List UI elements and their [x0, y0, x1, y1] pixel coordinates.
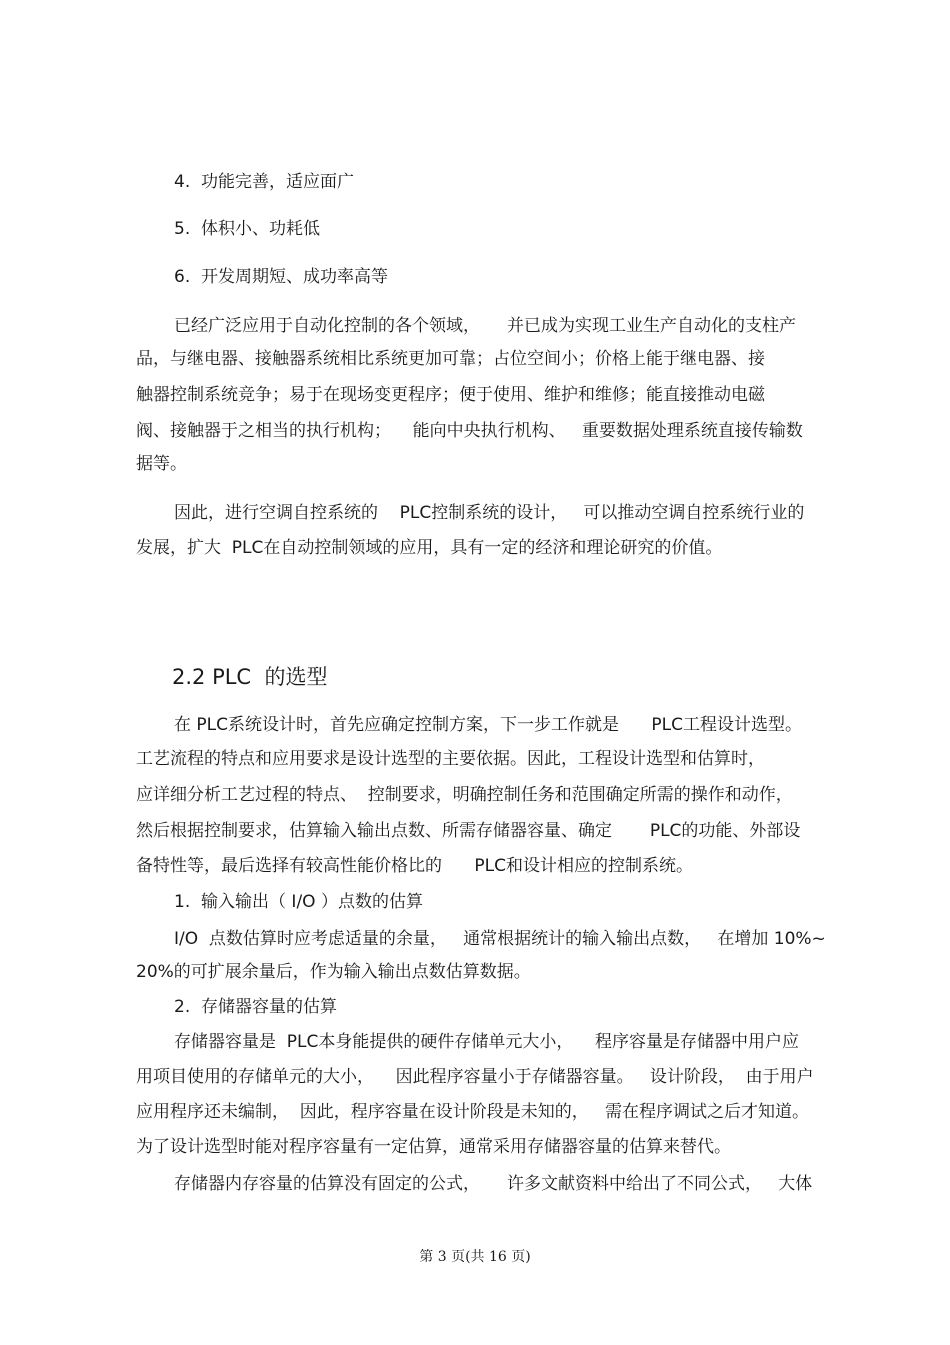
paragraph-line: 发展，扩大 PLC在自动控制领域的应用，具有一定的经济和理论研究的价值。 — [136, 538, 723, 558]
paragraph-line: 品，与继电器、接触器系统相比系统更加可靠；占位空间小；价格上能于继电器、接 — [136, 349, 765, 369]
paragraph-line: 应详细分析工艺过程的特点、 控制要求，明确控制任务和范围确定所需的操作和动作， — [136, 785, 793, 805]
paragraph-line: 20%的可扩展余量后，作为输入输出点数估算数据。 — [136, 962, 531, 982]
paragraph-line: 触器控制系统竞争；易于在现场变更程序；便于使用、维护和维修；能直接推动电磁 — [136, 385, 765, 405]
paragraph-line: 用项目使用的存储单元的大小， 因此程序容量小于存储器容量。 设计阶段， 由于用户 — [136, 1067, 814, 1087]
paragraph-line: 为了设计选型时能对程序容量有一定估算，通常采用存储器容量的估算来替代。 — [136, 1137, 731, 1157]
subheading: 2. 存储器容量的估算 — [174, 997, 338, 1017]
paragraph-line: 存储器内存容量的估算没有固定的公式， 许多文献资料中给出了不同公式， 大体 — [174, 1174, 813, 1194]
list-item: 4. 功能完善，适应面广 — [174, 172, 355, 192]
paragraph-line: 然后根据控制要求，估算输入输出点数、所需存储器容量、确定 PLC的功能、外部设 — [136, 821, 801, 841]
paragraph-line: 应用程序还未编制， 因此，程序容量在设计阶段是未知的， 需在程序调试之后才知道。 — [136, 1102, 810, 1122]
paragraph-line: 已经广泛应用于自动化控制的各个领域， 并已成为实现工业生产自动化的支柱产 — [174, 316, 797, 336]
paragraph-line: 因此，进行空调自控系统的 PLC控制系统的设计， 可以推动空调自控系统行业的 — [174, 503, 805, 523]
paragraph-line: 在 PLC系统设计时，首先应确定控制方案，下一步工作就是 PLC工程设计选型。 — [174, 715, 803, 735]
subheading: 1. 输入输出（ I/O ）点数的估算 — [174, 892, 423, 912]
paragraph-line: 备特性等，最后选择有较高性能价格比的 PLC和设计相应的控制系统。 — [136, 856, 694, 876]
page-footer: 第 3 页(共 16 页) — [419, 1249, 531, 1265]
section-heading: 2.2 PLC 的选型 — [172, 665, 328, 689]
list-item: 5. 体积小、功耗低 — [174, 219, 321, 239]
paragraph-line: I/O 点数估算时应考虑适量的余量， 通常根据统计的输入输出点数， 在增加 10%~ — [174, 929, 826, 949]
paragraph-line: 阀、接触器于之相当的执行机构； 能向中央执行机构、 重要数据处理系统直接传输数 — [136, 421, 803, 441]
paragraph-line: 存储器容量是 PLC本身能提供的硬件存储单元大小， 程序容量是存储器中用户应 — [174, 1032, 800, 1052]
list-item: 6. 开发周期短、成功率高等 — [174, 267, 389, 287]
paragraph-line: 据等。 — [136, 454, 187, 474]
paragraph-line: 工艺流程的特点和应用要求是设计选型的主要依据。因此，工程设计选型和估算时， — [136, 749, 765, 769]
